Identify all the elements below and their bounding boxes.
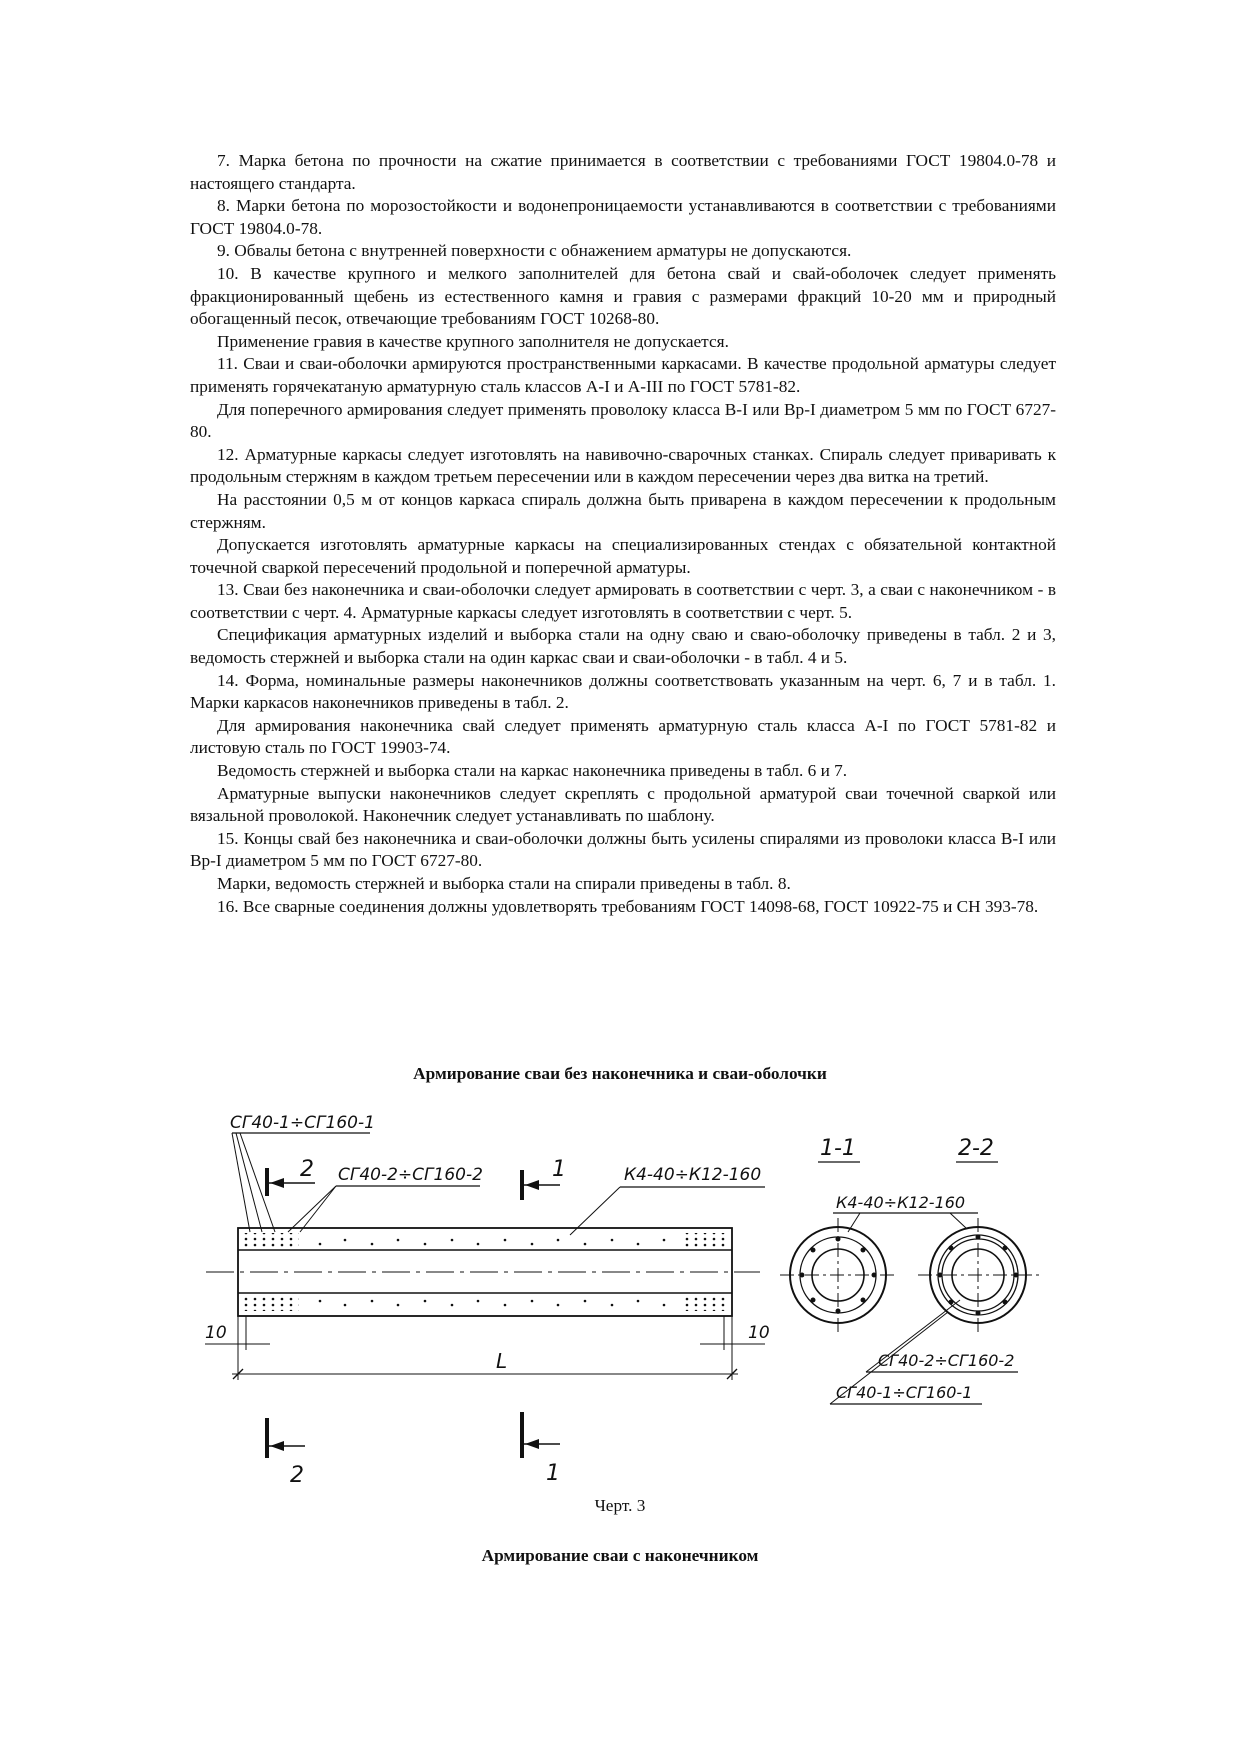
dim-right-10: 10 [748,1323,770,1343]
section-title-1-1: 1-1 [820,1136,856,1161]
section-2-2-drawing [918,1218,1040,1334]
section-label-cage: К4-40÷К12-160 [836,1193,966,1212]
cut-mark-2-top: 2 [300,1157,314,1182]
paragraph-12-note-1: На расстоянии 0,5 м от концов каркаса спираль должна быть приварена в каждом пересечении к продольным стержням. [190,489,1056,532]
cut-mark-1-bottom: 1 [546,1461,560,1486]
label-spiral1-top: СГ40-1÷СГ160-1 [230,1113,375,1133]
paragraph-14-note-3: Арматурные выпуски наконечников следует скреплять с продольной арматурой сваи точечной сваркой или вязальной проволокой. Наконечник следует устанавливать по шаблону. [190,783,1056,826]
paragraph-14-note-2: Ведомость стержней и выборка стали на каркас наконечника приведены в табл. 6 и 7. [217,761,848,781]
dim-left-10: 10 [205,1323,227,1343]
paragraph-16: 16. Все сварные соединения должны удовлетворять требованиям ГОСТ 14098-68, ГОСТ 10922-75 и СН 393-78. [217,896,1039,916]
figure-heading: Армирование сваи без наконечника и сваи-оболочки [413,1064,827,1083]
paragraph-8: 8. Марки бетона по морозостойкости и водонепроницаемости устанавливаются в соответствии с требованиями ГОСТ 19804.0-78. [190,196,1056,238]
cut-mark-2-bottom: 2 [290,1463,304,1488]
paragraph-12-note-2: Допускается изготовлять арматурные каркасы на специализированных стендах с обязательной контактной точечной сваркой пересечений продольной и поперечной арматуры. [190,535,1056,577]
paragraph-7: 7. Марка бетона по прочности на сжатие принимается в соответствии с требованиями ГОСТ 19804.0-78 и настоящего стандарта. [190,151,1056,193]
paragraph-12: 12. Арматурные каркасы следует изготовлять на навивочно-сварочных станках. Спираль следует приваривать к продольным стержням в каждом третьем пересечении или в каждом пересечении через два витка на третий. [190,444,1056,487]
paragraph-10-note: Применение гравия в качестве крупного заполнителя не допускается. [217,331,729,351]
pile-reinforcement-drawing [0,1110,1240,1510]
paragraph-14: 14. Форма, номинальные размеры наконечников должны соответствовать указанным на черт. 6, 7 и в табл. 1. Марки каркасов наконечников приведены в табл. 2. [190,670,1056,713]
paragraph-15: 15. Концы свай без наконечника и сваи-оболочки должны быть усилены спиралями из проволоки класса В-I или Вр-I диаметром 5 мм по ГОСТ 6727-80. [190,828,1056,871]
paragraph-13: 13. Сваи без наконечника и сваи-оболочки следует армировать в соответствии с черт. 3, а сваи с наконечником - в соответствии с черт. 4. Арматурные каркасы следует изготовлять в соответствии с черт. 5. [190,580,1056,622]
section-1-1-drawing [780,1218,898,1334]
section-label-spiral1: СГ40-1÷СГ160-1 [836,1383,973,1402]
label-cage: К4-40÷К12-160 [624,1165,762,1185]
section-title-2-2: 2-2 [958,1136,994,1161]
paragraph-14-note-1: Для армирования наконечника свай следует применять арматурную сталь класса А-I по ГОСТ 5781-82 и листовую сталь по ГОСТ 19903-74. [190,715,1056,758]
cut-mark-1-top: 1 [552,1157,566,1182]
dim-length: L [496,1349,508,1373]
paragraph-15-note: Марки, ведомость стержней и выборка стали на спирали приведены в табл. 8. [217,874,791,893]
paragraph-11: 11. Сваи и сваи-оболочки армируются пространственными каркасами. В качестве продольной арматуры следует применять горячекатаную арматурную сталь классов А-I и А-III по ГОСТ 5781-82. [190,354,1056,396]
label-spiral2: СГ40-2÷СГ160-2 [338,1165,483,1185]
figure-caption: Черт. 3 [594,1496,646,1515]
section-label-spiral2: СГ40-2÷СГ160-2 [878,1351,1015,1370]
paragraph-11-note: Для поперечного армирования следует применять проволоку класса В-I или Вр-I диаметром 5 мм по ГОСТ 6727-80. [190,399,1056,442]
next-heading: Армирование сваи с наконечником [481,1546,759,1565]
paragraph-13-note: Спецификация арматурных изделий и выборка стали на одну сваю и сваю-оболочку приведены в табл. 2 и 3, ведомость стержней и выборка стали на один каркас сваи и сваи-оболочки - в табл. 4 и 5. [190,625,1056,668]
body-text [190,150,1056,918]
paragraph-9: 9. Обвалы бетона с внутренней поверхности с обнажением арматуры не допускаются. [217,241,852,261]
paragraph-10: 10. В качестве крупного и мелкого заполнителей для бетона свай и свай-оболочек следует применять фракционированный щебень из естественного камня и гравия с размерами фракций 10-20 мм и природный обогащенный песок, отвечающие требованиям ГОСТ 10268-80. [190,263,1056,329]
